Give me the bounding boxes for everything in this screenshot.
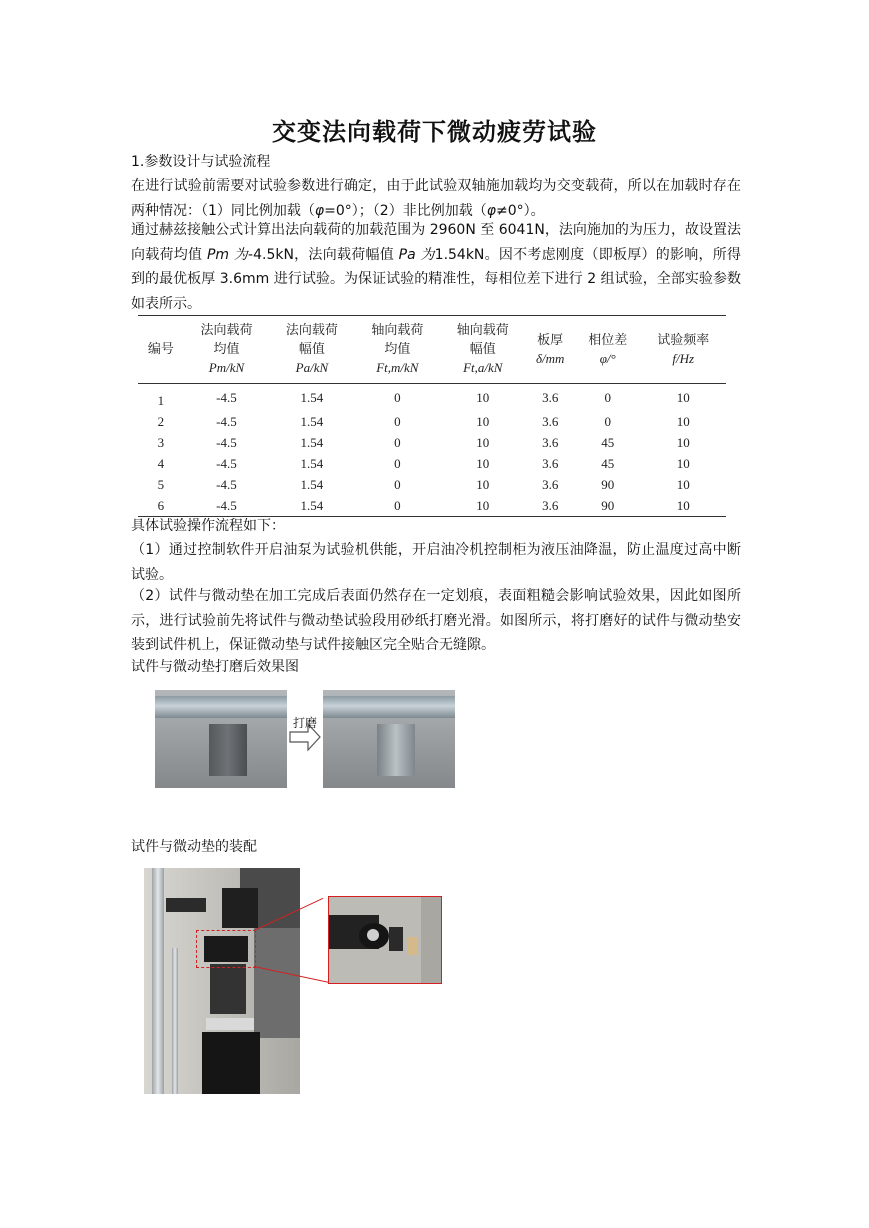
arrow-label: 打磨: [292, 716, 317, 730]
paragraph-procedure-intro: 具体试验操作流程如下：: [131, 518, 285, 534]
header-axial-amplitude: 轴向载荷 幅值 Ft,a/kN: [456, 322, 509, 375]
assembly-figure: [144, 868, 444, 1096]
header-id: 编号: [147, 341, 174, 356]
paragraph-loading-cases: 在进行试验前需要对试验参数进行确定，由于此试验双轴施加载均为交变载荷，所以在加载时存在两种情况：（1）同比例加载（φ=0°）；（2）非比例加载（φ≠0°）。: [131, 178, 741, 219]
table-row: 1 -4.5 1.54 0 10 3.6 0 10: [157, 389, 690, 408]
table-row: 3 -4.5 1.54 0 10 3.6 45 10: [157, 434, 690, 450]
paragraph-load-parameters: 通过赫兹接触公式计算出法向载荷的加载范围为 2960N 至 6041N，法向施加的为压力，故设置法向载荷均值 Pm 为-4.5kN，法向载荷幅值 Pa 为1.54kN。因不考虑刚度（即板厚）的影响，所得到的最优板厚 3.6mm 进行试验。为保证试验的精准性，每相位差下进行 2 组试验，全部实验参数如表所示。: [131, 222, 741, 312]
header-phase: 相位差 φ/°: [588, 331, 628, 366]
figure-caption-assembly: 试件与微动垫的装配: [131, 839, 257, 855]
table-row: 2 -4.5 1.54 0 10 3.6 0 10: [157, 413, 690, 429]
table-row: 6 -4.5 1.54 0 10 3.6 90 10: [138, 495, 726, 517]
paragraph-step-1: （1）通过控制软件开启油泵为试验机供能，开启油冷机控制柜为液压油降温，防止温度过高中断试验。: [131, 542, 741, 583]
figure-caption-polishing: 试件与微动垫打磨后效果图: [131, 659, 299, 675]
header-normal-mean: 法向载荷 均值 Pm/kN: [200, 322, 253, 375]
zoom-region-marker: [196, 930, 256, 968]
header-normal-amplitude: 法向载荷 幅值 Pa/kN: [285, 322, 338, 375]
zoomed-contact-photo: [328, 896, 442, 984]
section-heading: 1.参数设计与试验流程: [131, 154, 271, 170]
header-frequency: 试验频率 f/Hz: [657, 331, 710, 366]
before-polish-image: [155, 690, 287, 788]
test-machine-photo: [144, 868, 300, 1094]
header-thickness: 板厚 δ/mm: [535, 331, 565, 366]
page-title: 交变法向载荷下微动疲劳试验: [272, 118, 597, 146]
table-header-row: [138, 316, 726, 384]
polishing-figure: [155, 690, 455, 790]
after-polish-image: [323, 690, 455, 788]
polished-pad: [377, 724, 415, 776]
table-row: 4 -4.5 1.54 0 10 3.6 45 10: [157, 455, 690, 471]
paragraph-step-2: （2）试件与微动垫在加工完成后表面仍然存在一定划痕，表面粗糙会影响试验效果，因此如图所示，进行试验前先将试件与微动垫试验段用砂纸打磨光滑。如图所示，将打磨好的试件与微动垫安装到试件机上，保证微动垫与试件接触区完全贴合无缝隙。: [131, 588, 741, 653]
rough-pad: [209, 724, 247, 776]
table-row: 5 -4.5 1.54 0 10 3.6 90 10: [157, 476, 690, 492]
parameter-table: [138, 315, 726, 517]
header-axial-mean: 轴向载荷 均值 Ft,m/kN: [371, 322, 424, 375]
